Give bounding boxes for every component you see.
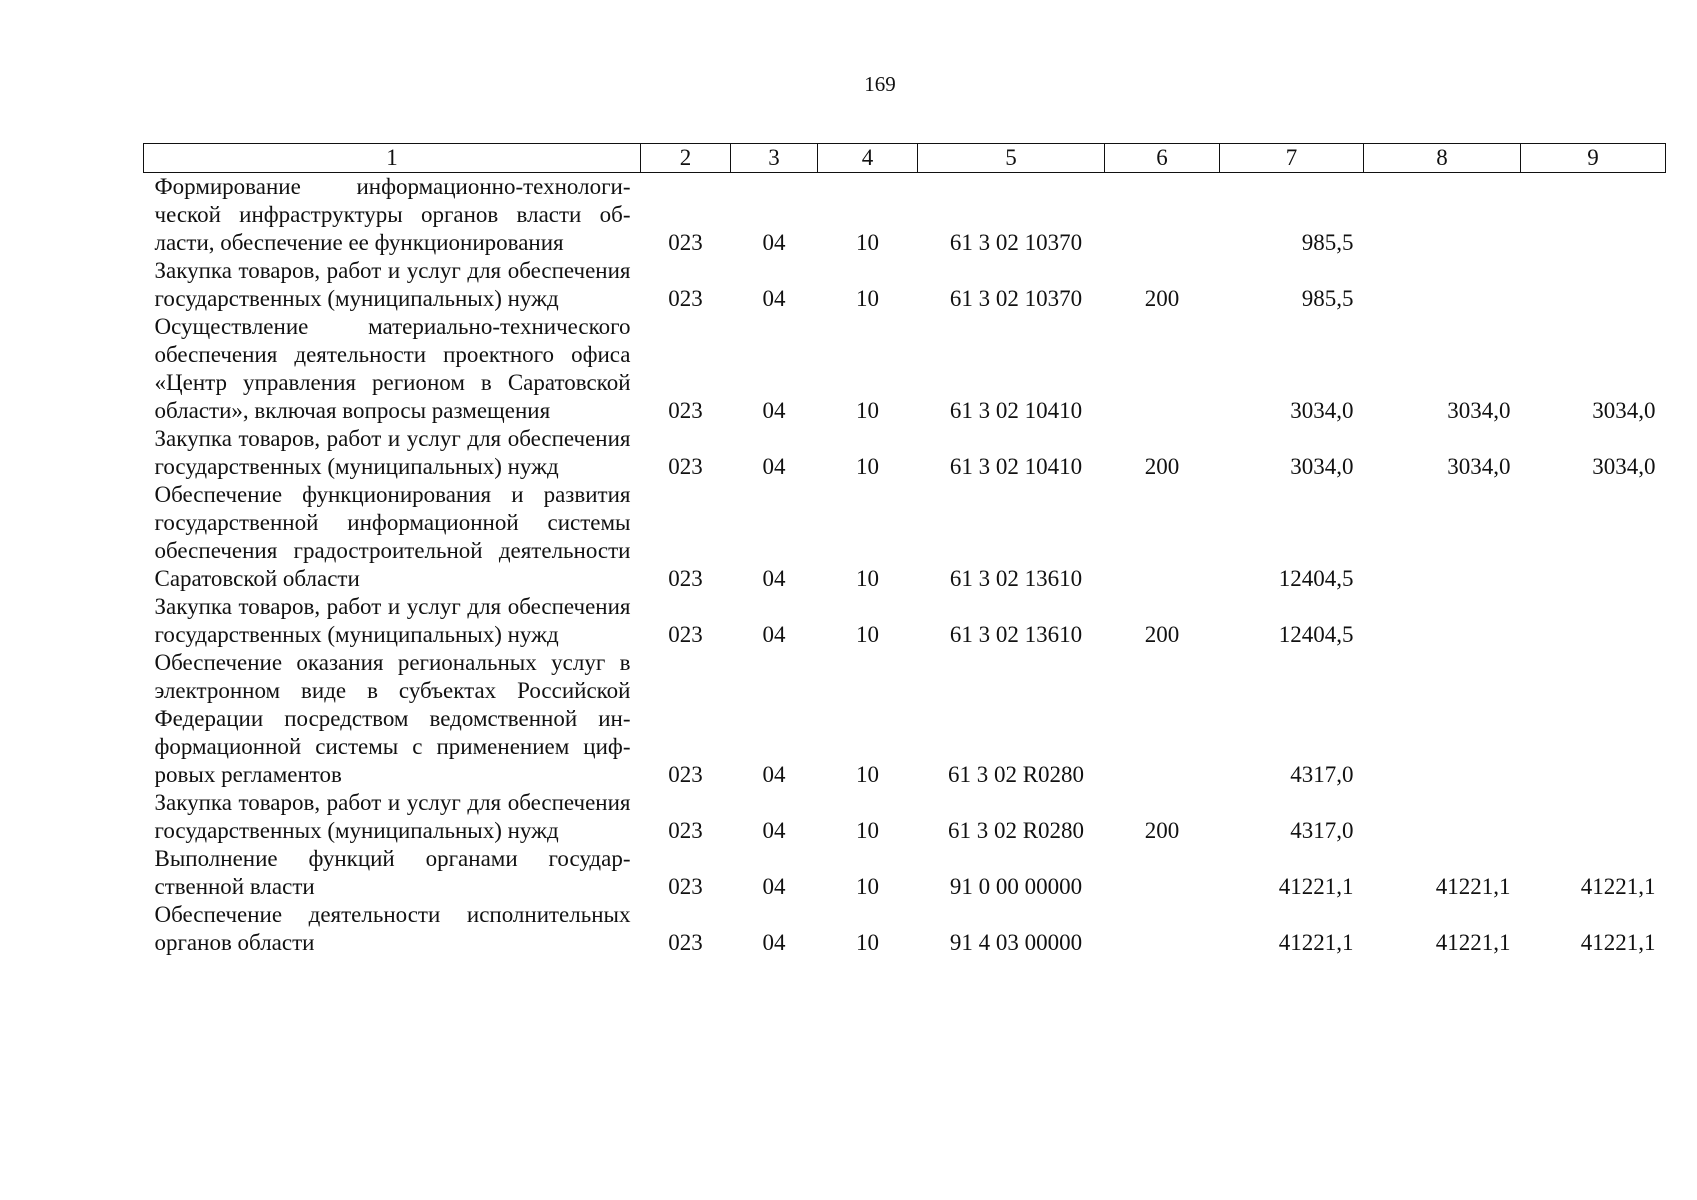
table-row — [144, 257, 1666, 313]
table-header — [144, 144, 1666, 173]
amount-col8-cell — [1364, 257, 1521, 313]
table-row — [144, 901, 1666, 957]
column-header-6: 6 — [1105, 144, 1220, 173]
section-code-cell: 04 — [762, 874, 786, 899]
ministry-code-cell: 023 — [668, 286, 703, 311]
amount-col9-cell — [1521, 481, 1666, 593]
expense-type-cell: 200 — [1144, 286, 1180, 311]
expense-type-cell — [1105, 901, 1220, 957]
ministry-code-cell: 023 — [668, 930, 703, 955]
amount-col9-cell — [1521, 173, 1666, 258]
column-header-1: 1 — [144, 144, 641, 173]
column-header-2: 2 — [641, 144, 731, 173]
ministry-code-cell: 023 — [668, 454, 703, 479]
subsection-code-cell: 10 — [856, 230, 879, 255]
subsection-code-cell: 10 — [856, 874, 879, 899]
row-name-cell: Обеспечение деятельности исполнительных органов области — [154, 902, 631, 955]
amount-col7-cell: 4317,0 — [1290, 818, 1354, 843]
amount-col8-cell — [1364, 481, 1521, 593]
amount-col9-cell — [1521, 593, 1666, 649]
ministry-code-cell: 023 — [668, 230, 703, 255]
amount-col8-cell — [1364, 173, 1521, 258]
subsection-code-cell: 10 — [856, 762, 879, 787]
section-code-cell: 04 — [762, 398, 786, 423]
expense-type-cell — [1105, 173, 1220, 258]
amount-col9-cell: 3034,0 — [1592, 398, 1656, 423]
table-row — [144, 649, 1666, 789]
subsection-code-cell: 10 — [856, 566, 879, 591]
amount-col8-cell: 3034,0 — [1447, 398, 1511, 423]
column-header-3: 3 — [731, 144, 818, 173]
row-name-cell: Закупка товаров, работ и услуг для обеспечения государственных (муниципальных) нужд — [154, 594, 631, 647]
row-name-cell: Обеспечение функционирования и развития государственной информационной системы обеспечения градостроительной деятельности Саратовской области — [154, 482, 631, 591]
column-header-5: 5 — [918, 144, 1105, 173]
target-article-cell: 91 4 03 00000 — [949, 930, 1083, 955]
ministry-code-cell: 023 — [668, 566, 703, 591]
target-article-cell: 61 3 02 13610 — [949, 566, 1083, 591]
amount-col8-cell: 41221,1 — [1435, 874, 1511, 899]
section-code-cell: 04 — [762, 930, 786, 955]
expense-type-cell: 200 — [1144, 454, 1180, 479]
column-header-7: 7 — [1220, 144, 1364, 173]
column-header-9: 9 — [1521, 144, 1666, 173]
subsection-code-cell: 10 — [856, 930, 879, 955]
section-code-cell: 04 — [762, 230, 786, 255]
table-body — [144, 173, 1666, 958]
table-row — [144, 789, 1666, 845]
ministry-code-cell: 023 — [668, 622, 703, 647]
column-header-4: 4 — [818, 144, 918, 173]
amount-col8-cell — [1364, 593, 1521, 649]
amount-col7-cell: 985,5 — [1301, 286, 1354, 311]
subsection-code-cell: 10 — [856, 398, 879, 423]
amount-col8-cell: 41221,1 — [1435, 930, 1511, 955]
row-name-cell: Осуществление материально-технического обеспечения деятельности проектного офиса «Центр управления регионом в Саратовской области», включая вопросы размещения — [154, 314, 631, 423]
target-article-cell: 61 3 02 R0280 — [947, 818, 1085, 843]
target-article-cell: 61 3 02 10370 — [949, 286, 1083, 311]
target-article-cell: 61 3 02 13610 — [949, 622, 1083, 647]
target-article-cell: 61 3 02 10410 — [949, 454, 1083, 479]
section-code-cell: 04 — [762, 566, 786, 591]
amount-col7-cell: 12404,5 — [1278, 566, 1354, 591]
amount-col9-cell: 41221,1 — [1580, 930, 1656, 955]
row-name-cell: Закупка товаров, работ и услуг для обеспечения государственных (муниципальных) нужд — [154, 426, 631, 479]
amount-col9-cell: 3034,0 — [1592, 454, 1656, 479]
amount-col9-cell — [1521, 257, 1666, 313]
amount-col9-cell — [1521, 649, 1666, 789]
amount-col7-cell: 4317,0 — [1290, 762, 1354, 787]
section-code-cell: 04 — [762, 286, 786, 311]
amount-col8-cell — [1364, 789, 1521, 845]
table-row — [144, 425, 1666, 481]
ministry-code-cell: 023 — [668, 818, 703, 843]
table-row — [144, 593, 1666, 649]
expense-type-cell: 200 — [1144, 818, 1180, 843]
expense-type-cell — [1105, 313, 1220, 425]
target-article-cell: 91 0 00 00000 — [949, 874, 1083, 899]
target-article-cell: 61 3 02 10410 — [949, 398, 1083, 423]
subsection-code-cell: 10 — [856, 286, 879, 311]
subsection-code-cell: 10 — [856, 818, 879, 843]
subsection-code-cell: 10 — [856, 622, 879, 647]
expense-type-cell: 200 — [1144, 622, 1180, 647]
expense-type-cell — [1105, 845, 1220, 901]
amount-col8-cell: 3034,0 — [1447, 454, 1511, 479]
budget-table — [143, 143, 1666, 957]
amount-col7-cell: 41221,1 — [1278, 874, 1354, 899]
target-article-cell: 61 3 02 10370 — [949, 230, 1083, 255]
expense-type-cell — [1105, 649, 1220, 789]
amount-col7-cell: 985,5 — [1301, 230, 1354, 255]
section-code-cell: 04 — [762, 818, 786, 843]
amount-col7-cell: 3034,0 — [1290, 398, 1354, 423]
table-row — [144, 173, 1666, 258]
row-name-cell: Выполнение функций органами государственной власти — [154, 846, 631, 899]
section-code-cell: 04 — [762, 454, 786, 479]
amount-col9-cell: 41221,1 — [1580, 874, 1656, 899]
row-name-cell: Закупка товаров, работ и услуг для обеспечения государственных (муниципальных) нужд — [154, 258, 631, 311]
table-row — [144, 845, 1666, 901]
row-name-cell: Обеспечение оказания региональных услуг в электронном виде в субъектах Российской Федерации посредством ведомственной информационной системы с применением цифровых регламентов — [154, 650, 631, 787]
ministry-code-cell: 023 — [668, 874, 703, 899]
ministry-code-cell: 023 — [668, 762, 703, 787]
target-article-cell: 61 3 02 R0280 — [947, 762, 1085, 787]
amount-col7-cell: 41221,1 — [1278, 930, 1354, 955]
row-name-cell: Формирование информационно-технологической инфраструктуры органов власти области, обеспечение ее функционирования — [154, 174, 631, 255]
amount-col9-cell — [1521, 789, 1666, 845]
header-row — [144, 144, 1666, 173]
table-row — [144, 481, 1666, 593]
section-code-cell: 04 — [762, 622, 786, 647]
ministry-code-cell: 023 — [668, 398, 703, 423]
column-header-8: 8 — [1364, 144, 1521, 173]
page-number: 169 — [864, 72, 896, 96]
row-name-cell: Закупка товаров, работ и услуг для обеспечения государственных (муниципальных) нужд — [154, 790, 631, 843]
section-code-cell: 04 — [762, 762, 786, 787]
table-row — [144, 313, 1666, 425]
expense-type-cell — [1105, 481, 1220, 593]
amount-col7-cell: 12404,5 — [1278, 622, 1354, 647]
amount-col7-cell: 3034,0 — [1290, 454, 1354, 479]
subsection-code-cell: 10 — [856, 454, 879, 479]
amount-col8-cell — [1364, 649, 1521, 789]
